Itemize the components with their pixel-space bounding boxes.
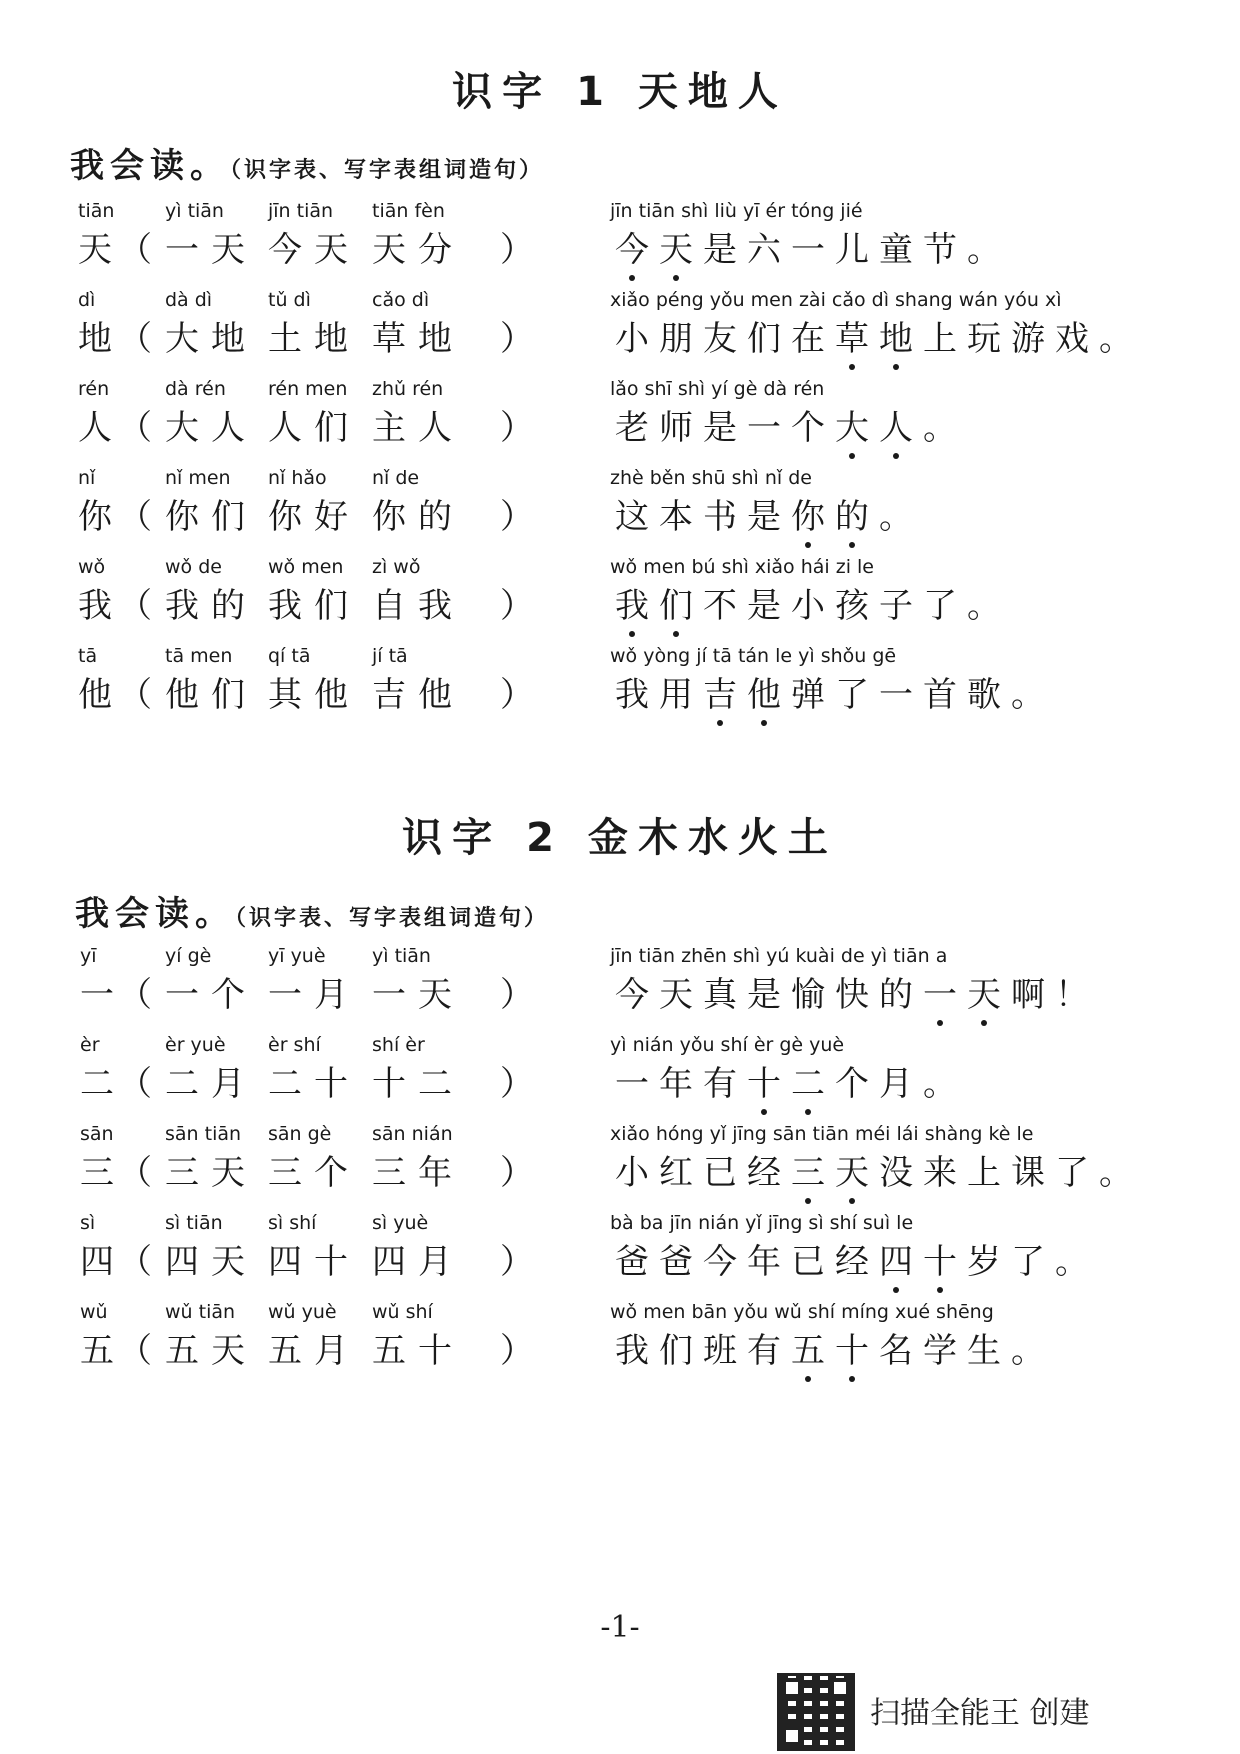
sentence-char: 友 [703, 319, 737, 359]
sentence-char: 班 [703, 1331, 737, 1371]
sentence-char: 草 [830, 311, 874, 360]
sentence-char: 已 [703, 1153, 737, 1193]
sentence-char: 天 [962, 967, 1006, 1016]
close-paren: ） [500, 408, 534, 448]
sentence-char: 学 [923, 1331, 957, 1371]
char-pinyin: sān [80, 1123, 114, 1145]
sentence-char: 十 [918, 1234, 962, 1283]
sentence-char: 生 [967, 1331, 1001, 1371]
sentence-char: 一 [918, 967, 962, 1016]
sentence-char: 人 [874, 400, 918, 449]
word-pinyin: sì shí [268, 1212, 317, 1234]
open-paren: （ [118, 408, 152, 448]
word-pinyin: èr shí [268, 1034, 321, 1056]
sentence-char: 有 [747, 1331, 781, 1371]
word-hanzi: 十二 [372, 1064, 464, 1104]
word-hanzi: 一天 [165, 230, 257, 270]
close-paren: ） [500, 1331, 534, 1371]
sentence-char: 老 [615, 408, 649, 448]
word-hanzi: 二月 [165, 1064, 257, 1104]
sentence-char: 弹 [791, 675, 825, 715]
word-hanzi: 土地 [268, 319, 360, 359]
entry-row [0, 1123, 1240, 1223]
word-hanzi: 我的 [165, 586, 257, 626]
word-hanzi: 一月 [268, 975, 360, 1015]
sentence-char: 童 [879, 230, 913, 270]
sentence-pinyin: jīn tiān shì liù yī ér tóng jié [610, 200, 863, 222]
sentence-char: 们 [747, 319, 781, 359]
sentence-char: 是 [747, 586, 781, 626]
word-pinyin: yí gè [165, 945, 212, 967]
sentence-char: 一 [747, 408, 781, 448]
word-hanzi: 二十 [268, 1064, 360, 1104]
sentence-char: 今 [610, 222, 654, 271]
example-sentence [610, 578, 1006, 627]
open-paren: （ [118, 586, 152, 626]
word-hanzi: 草地 [372, 319, 464, 359]
sentence-char: 吉 [698, 667, 742, 716]
char-pinyin: tiān [78, 200, 115, 222]
sentence-char: 本 [659, 497, 693, 537]
word-pinyin: sì yuè [372, 1212, 429, 1234]
sentence-char: 孩 [835, 586, 869, 626]
word-pinyin: jí tā [372, 645, 408, 667]
sentence-char: 来 [923, 1153, 957, 1193]
lesson2-title: 识字 2 金木水火土 [402, 815, 838, 861]
sentence-char: 经 [835, 1242, 869, 1282]
lesson2-section-text: 我会读。 [75, 894, 235, 934]
word-pinyin: yī yuè [268, 945, 326, 967]
word-hanzi: 主人 [372, 408, 464, 448]
sentence-char: 个 [835, 1064, 869, 1104]
char-pinyin: wǔ [80, 1301, 108, 1323]
word-pinyin: yì tiān [165, 200, 224, 222]
lesson2-section-note: （识字表、写字表组词造句） [235, 906, 550, 931]
word-pinyin: nǐ de [372, 467, 420, 489]
word-pinyin: èr yuè [165, 1034, 226, 1056]
entry-row [0, 289, 1240, 389]
lesson1-section-text: 我会读。 [70, 146, 230, 186]
word-pinyin: zì wǒ [372, 556, 421, 578]
char-pinyin: dì [78, 289, 96, 311]
close-paren: ） [500, 230, 534, 270]
word-pinyin: jīn tiān [268, 200, 334, 222]
scan-creator-label: 扫描全能王 创建 [870, 1696, 1090, 1731]
sentence-char: 是 [747, 497, 781, 537]
sentence-char: 了 [1055, 1153, 1089, 1193]
sentence-pinyin: wǒ yòng jí tā tán le yì shǒu gē [610, 645, 897, 667]
main-character: 人 [78, 408, 124, 448]
sentence-char: 书 [703, 497, 737, 537]
example-sentence [610, 967, 1094, 1016]
sentence-char: 真 [703, 975, 737, 1015]
word-hanzi: 你好 [268, 497, 360, 537]
sentence-char: 了 [923, 586, 957, 626]
sentence-char: 小 [615, 319, 649, 359]
qr-code-icon [777, 1673, 855, 1751]
word-pinyin: wǔ yuè [268, 1301, 337, 1323]
word-pinyin: nǐ hǎo [268, 467, 327, 489]
sentence-char: 儿 [835, 230, 869, 270]
close-paren: ） [500, 1064, 534, 1104]
word-hanzi: 五月 [268, 1331, 360, 1371]
word-pinyin: tā men [165, 645, 233, 667]
sentence-char: 是 [747, 975, 781, 1015]
sentence-char: 今 [703, 1242, 737, 1282]
sentence-char: 六 [747, 230, 781, 270]
sentence-char: 愉 [791, 975, 825, 1015]
close-paren: ） [500, 497, 534, 537]
sentence-char: 一 [879, 675, 913, 715]
sentence-char: 二 [786, 1056, 830, 1105]
sentence-char: 十 [830, 1323, 874, 1372]
word-hanzi: 你们 [165, 497, 257, 537]
close-paren: ） [500, 1242, 534, 1282]
page-number: -1- [600, 1610, 640, 1645]
sentence-char: 年 [747, 1242, 781, 1282]
char-pinyin: èr [80, 1034, 100, 1056]
word-hanzi: 吉他 [372, 675, 464, 715]
char-pinyin: rén [78, 378, 110, 400]
word-hanzi: 三年 [372, 1153, 464, 1193]
sentence-char: 没 [879, 1153, 913, 1193]
sentence-char: 啊 [1011, 975, 1045, 1015]
sentence-char: 是 [703, 408, 737, 448]
sentence-pinyin: wǒ men bú shì xiǎo hái zi le [610, 556, 874, 578]
sentence-pinyin: bà ba jīn nián yǐ jīng sì shí suì le [610, 1212, 914, 1234]
entry-row [0, 945, 1240, 1045]
word-pinyin: sān gè [268, 1123, 332, 1145]
sentence-char: 大 [830, 400, 874, 449]
sentence-pinyin: zhè běn shū shì nǐ de [610, 467, 812, 489]
sentence-char: 岁 [967, 1242, 1001, 1282]
sentence-pinyin: jīn tiān zhēn shì yú kuài de yì tiān a [610, 945, 948, 967]
example-sentence [610, 222, 1006, 271]
sentence-char: 。 [1099, 1153, 1133, 1193]
sentence-char: 经 [747, 1153, 781, 1193]
entry-row [0, 200, 1240, 300]
open-paren: （ [118, 1153, 152, 1193]
sentence-char: 地 [874, 311, 918, 360]
sentence-char: 用 [659, 675, 693, 715]
sentence-char: 已 [791, 1242, 825, 1282]
close-paren: ） [500, 1153, 534, 1193]
sentence-char: 的 [879, 975, 913, 1015]
open-paren: （ [118, 1242, 152, 1282]
example-sentence [610, 1056, 962, 1105]
close-paren: ） [500, 675, 534, 715]
word-hanzi: 大人 [165, 408, 257, 448]
sentence-char: 十 [742, 1056, 786, 1105]
sentence-char: 上 [923, 319, 957, 359]
word-pinyin: qí tā [268, 645, 311, 667]
close-paren: ） [500, 586, 534, 626]
word-pinyin: wǔ tiān [165, 1301, 236, 1323]
main-character: 三 [80, 1153, 126, 1193]
sentence-char: 们 [659, 1331, 693, 1371]
sentence-char: 四 [874, 1234, 918, 1283]
qr-finder-pattern [782, 1726, 802, 1746]
qr-finder-pattern [782, 1678, 802, 1698]
entry-row [0, 1034, 1240, 1134]
open-paren: （ [118, 675, 152, 715]
lesson1-section-note: （识字表、写字表组词造句） [230, 158, 545, 183]
sentence-char: 了 [835, 675, 869, 715]
word-hanzi: 人们 [268, 408, 360, 448]
lesson1-title: 识字 1 天地人 [452, 69, 788, 115]
open-paren: （ [118, 975, 152, 1015]
sentence-char: 三 [786, 1145, 830, 1194]
open-paren: （ [118, 1064, 152, 1104]
example-sentence [610, 1145, 1138, 1194]
char-pinyin: yī [80, 945, 97, 967]
entry-row [0, 645, 1240, 745]
entry-row [0, 467, 1240, 567]
sentence-char: 首 [923, 675, 957, 715]
lesson2-section-label [75, 886, 549, 935]
char-pinyin: wǒ [78, 556, 106, 578]
word-pinyin: wǒ men [268, 556, 344, 578]
sentence-char: 个 [791, 408, 825, 448]
sentence-char: 一 [791, 230, 825, 270]
word-hanzi: 自我 [372, 586, 464, 626]
sentence-char: 我 [610, 578, 654, 627]
sentence-char: 这 [615, 497, 649, 537]
sentence-char: 游 [1011, 319, 1045, 359]
sentence-char: 一 [615, 1064, 649, 1104]
word-pinyin: wǔ shí [372, 1301, 433, 1323]
word-hanzi: 五天 [165, 1331, 257, 1371]
example-sentence [610, 311, 1138, 360]
sentence-char: 。 [1011, 1331, 1045, 1371]
word-hanzi: 大地 [165, 319, 257, 359]
open-paren: （ [118, 230, 152, 270]
main-character: 他 [78, 675, 124, 715]
sentence-char: 。 [1011, 675, 1045, 715]
sentence-char: 快 [835, 975, 869, 1015]
sentence-char: 了 [1011, 1242, 1045, 1282]
sentence-char: 不 [703, 586, 737, 626]
word-hanzi: 他们 [165, 675, 257, 715]
sentence-char: 的 [830, 489, 874, 538]
sentence-pinyin: yì nián yǒu shí èr gè yuè [610, 1034, 845, 1056]
word-hanzi: 一天 [372, 975, 464, 1015]
sentence-char: 。 [1099, 319, 1133, 359]
example-sentence [610, 489, 918, 538]
sentence-char: 。 [967, 230, 1001, 270]
sentence-char: 我 [615, 675, 649, 715]
main-character: 一 [80, 975, 126, 1015]
open-paren: （ [118, 1331, 152, 1371]
sentence-char: 歌 [967, 675, 1001, 715]
example-sentence [610, 1234, 1094, 1283]
sentence-char: ！ [1055, 975, 1089, 1015]
word-hanzi: 三个 [268, 1153, 360, 1193]
sentence-char: 五 [786, 1323, 830, 1372]
sentence-char: 课 [1011, 1153, 1045, 1193]
word-pinyin: sān nián [372, 1123, 453, 1145]
sentence-char: 。 [879, 497, 913, 537]
word-pinyin: cǎo dì [372, 289, 430, 311]
sentence-char: 红 [659, 1153, 693, 1193]
sentence-char: 年 [659, 1064, 693, 1104]
sentence-char: 小 [791, 586, 825, 626]
main-character: 四 [80, 1242, 126, 1282]
sentence-char: 子 [879, 586, 913, 626]
entry-row [0, 556, 1240, 656]
word-hanzi: 五十 [372, 1331, 464, 1371]
sentence-char: 爸 [615, 1242, 649, 1282]
sentence-char: 今 [615, 975, 649, 1015]
sentence-char: 节 [923, 230, 957, 270]
sentence-char: 他 [742, 667, 786, 716]
word-hanzi: 我们 [268, 586, 360, 626]
char-pinyin: nǐ [78, 467, 96, 489]
open-paren: （ [118, 319, 152, 359]
word-pinyin: wǒ de [165, 556, 222, 578]
word-hanzi: 你的 [372, 497, 464, 537]
sentence-pinyin: xiǎo péng yǒu men zài cǎo dì shang wán yóu xì [610, 289, 1062, 311]
word-pinyin: sì tiān [165, 1212, 223, 1234]
main-character: 二 [80, 1064, 126, 1104]
sentence-char: 你 [786, 489, 830, 538]
example-sentence [610, 1323, 1050, 1372]
sentence-char: 。 [923, 1064, 957, 1104]
sentence-char: 月 [879, 1064, 913, 1104]
sentence-char: 在 [791, 319, 825, 359]
sentence-char: 。 [923, 408, 957, 448]
word-pinyin: rén men [268, 378, 348, 400]
qr-finder-pattern [830, 1678, 850, 1698]
word-pinyin: tiān fèn [372, 200, 445, 222]
sentence-char: 。 [967, 586, 1001, 626]
word-hanzi: 天分 [372, 230, 464, 270]
sentence-char: 爸 [659, 1242, 693, 1282]
word-pinyin: zhǔ rén [372, 378, 444, 400]
entry-row [0, 1301, 1240, 1401]
main-character: 天 [78, 230, 124, 270]
sentence-pinyin: lǎo shī shì yí gè dà rén [610, 378, 825, 400]
entry-row [0, 1212, 1240, 1312]
word-pinyin: shí èr [372, 1034, 425, 1056]
word-hanzi: 今天 [268, 230, 360, 270]
main-character: 你 [78, 497, 124, 537]
close-paren: ） [500, 975, 534, 1015]
sentence-char: 天 [654, 222, 698, 271]
word-pinyin: dà rén [165, 378, 226, 400]
sentence-char: 上 [967, 1153, 1001, 1193]
sentence-char: 们 [654, 578, 698, 627]
sentence-char: 。 [1055, 1242, 1089, 1282]
sentence-char: 天 [830, 1145, 874, 1194]
main-character: 我 [78, 586, 124, 626]
lesson1-section-label [70, 138, 544, 187]
word-pinyin: dà dì [165, 289, 213, 311]
sentence-pinyin: xiǎo hóng yǐ jīng sān tiān méi lái shàng kè le [610, 1123, 1034, 1145]
word-hanzi: 一个 [165, 975, 257, 1015]
sentence-char: 师 [659, 408, 693, 448]
main-character: 地 [78, 319, 124, 359]
char-pinyin: sì [80, 1212, 96, 1234]
sentence-char: 名 [879, 1331, 913, 1371]
word-hanzi: 四十 [268, 1242, 360, 1282]
entry-row [0, 378, 1240, 478]
example-sentence [610, 667, 1050, 716]
word-pinyin: sān tiān [165, 1123, 242, 1145]
sentence-char: 朋 [659, 319, 693, 359]
word-hanzi: 其他 [268, 675, 360, 715]
word-pinyin: tǔ dì [268, 289, 311, 311]
sentence-char: 有 [703, 1064, 737, 1104]
word-hanzi: 三天 [165, 1153, 257, 1193]
sentence-char: 玩 [967, 319, 1001, 359]
close-paren: ） [500, 319, 534, 359]
word-pinyin: nǐ men [165, 467, 231, 489]
sentence-char: 小 [615, 1153, 649, 1193]
char-pinyin: tā [78, 645, 98, 667]
word-pinyin: yì tiān [372, 945, 431, 967]
sentence-char: 戏 [1055, 319, 1089, 359]
main-character: 五 [80, 1331, 126, 1371]
sentence-char: 天 [659, 975, 693, 1015]
sentence-char: 我 [615, 1331, 649, 1371]
word-hanzi: 四天 [165, 1242, 257, 1282]
sentence-pinyin: wǒ men bān yǒu wǔ shí míng xué shēng [610, 1301, 994, 1323]
open-paren: （ [118, 497, 152, 537]
example-sentence [610, 400, 962, 449]
sentence-char: 是 [703, 230, 737, 270]
word-hanzi: 四月 [372, 1242, 464, 1282]
